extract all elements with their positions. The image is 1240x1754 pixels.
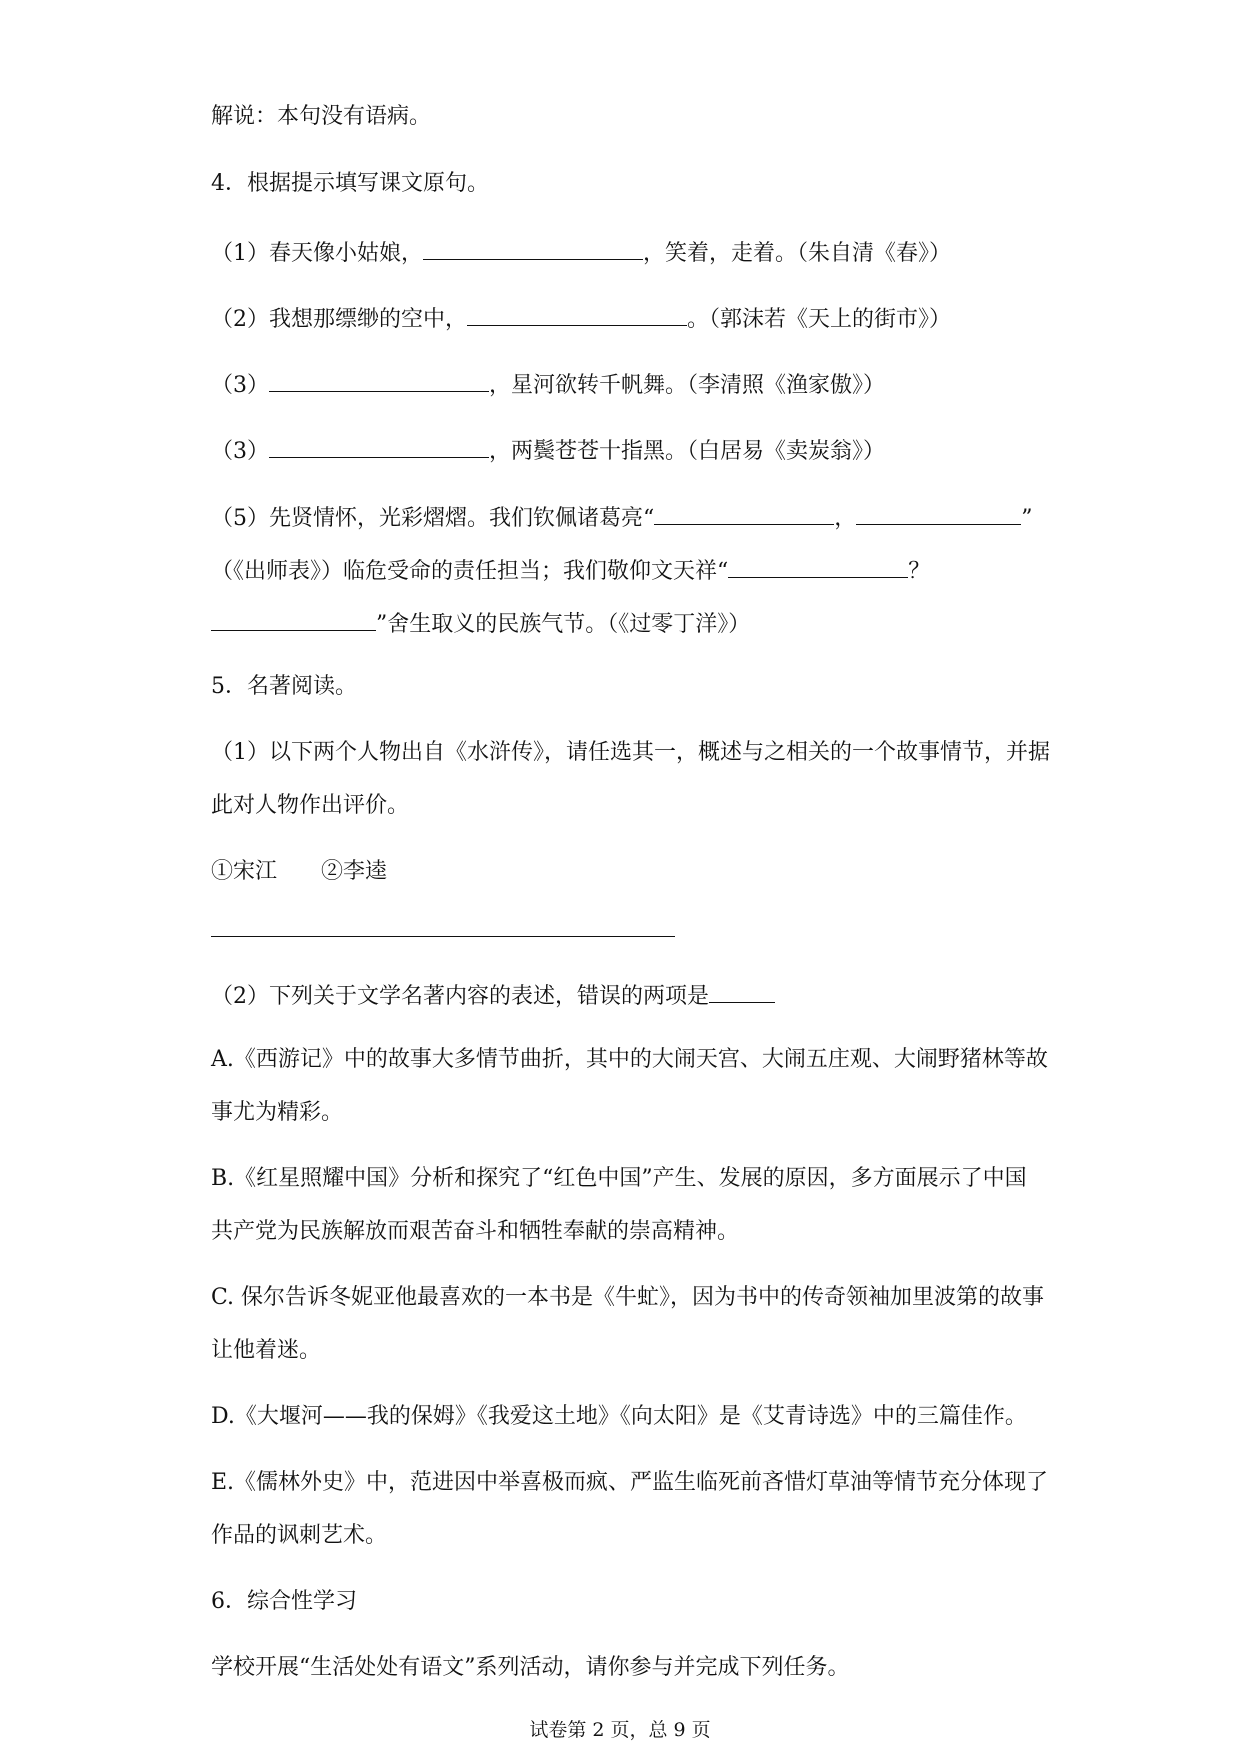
question-4-4: [211, 433, 885, 467]
question-4-1: [211, 235, 951, 269]
question-4-5-middle: （《出师表》）临危受命的责任担当；我们敬仰文天祥“: [211, 559, 729, 584]
fill-blank-4-2[interactable]: [467, 301, 687, 326]
question-5-2: [211, 978, 775, 1012]
question-5-1-line-2: 此对人物作出评价。: [211, 793, 410, 818]
question-5-2-text: （2）下列关于文学名著内容的表述，错误的两项是: [211, 984, 709, 1009]
question-4-5-prefix: （5）先贤情怀，光彩熠熠。我们钦佩诸葛亮“: [211, 506, 655, 531]
question-4-3-prefix: （3）: [211, 373, 269, 398]
question-4-2-suffix: 。（郭沫若《天上的街市》）: [687, 307, 952, 332]
question-4-4-prefix: （3）: [211, 439, 269, 464]
question-4-5-line-2: [211, 553, 930, 587]
answer-line-5-1[interactable]: [211, 936, 675, 937]
option-c-line-1: C. 保尔告诉冬妮亚他最喜欢的一本书是《牛虻》，因为书中的传奇领袖加里波第的故事: [211, 1285, 1045, 1310]
fill-blank-5-2[interactable]: [709, 978, 775, 1003]
question-4-1-prefix: （1）春天像小姑娘，: [211, 241, 423, 266]
page-footer: 试卷第 2 页，总 9 页: [529, 1719, 711, 1741]
question-4-5-suffix: ”舍生取义的民族气节。（《过零丁洋》）: [376, 612, 751, 637]
question-5-title: 5．名著阅读。: [211, 674, 357, 699]
option-e-line-2: 作品的讽刺艺术。: [211, 1523, 388, 1548]
option-a-line-1: A.《西游记》中的故事大多情节曲折，其中的大闹天宫、大闹五庄观、大闹野猪林等故: [211, 1047, 1048, 1072]
option-c-line-2: 让他着迷。: [211, 1338, 322, 1363]
question-4-5-comma: ，: [834, 506, 857, 531]
fill-blank-4-5-a[interactable]: [654, 500, 834, 525]
question-6-title: 6．综合性学习: [211, 1589, 357, 1614]
fill-blank-4-5-d[interactable]: [211, 606, 376, 631]
question-4-1-suffix: ，笑着，走着。（朱自清《春》）: [643, 241, 952, 266]
fill-blank-4-3[interactable]: [269, 367, 489, 392]
question-4-title: 4．根据提示填写课文原句。: [211, 171, 489, 196]
option-a-line-2: 事尤为精彩。: [211, 1100, 344, 1125]
question-4-5-close-quote: ”: [1021, 506, 1033, 531]
question-6-intro: 学校开展“生活处处有语文”系列活动，请你参与并完成下列任务。: [211, 1655, 850, 1680]
question-4-5-line-1: [211, 500, 1033, 534]
question-4-5-line-3: [211, 606, 750, 640]
fill-blank-4-5-b[interactable]: [856, 500, 1021, 525]
question-5-1-line-1: （1）以下两个人物出自《水浒传》，请任选其一，概述与之相关的一个故事情节，并据: [211, 740, 1050, 765]
question-4-3: [211, 367, 885, 401]
fill-blank-4-1[interactable]: [423, 235, 643, 260]
question-4-2: [211, 301, 951, 335]
question-4-5-question-mark: ？: [908, 559, 931, 584]
question-5-1-options: ①宋江 ②李逵: [211, 859, 388, 884]
option-b-line-1: B.《红星照耀中国》分析和探究了“红色中国”产生、发展的原因，多方面展示了中国: [211, 1166, 1027, 1191]
fill-blank-4-4[interactable]: [269, 433, 489, 458]
question-4-3-suffix: ，星河欲转千帆舞。（李清照《渔家傲》）: [489, 373, 886, 398]
answer-explanation: 解说：本句没有语病。: [211, 104, 432, 129]
option-b-line-2: 共产党为民族解放而艰苦奋斗和牺牲奉献的崇高精神。: [211, 1219, 740, 1244]
option-e-line-1: E.《儒林外史》中，范进因中举喜极而疯、严监生临死前吝惜灯草油等情节充分体现了: [211, 1470, 1049, 1495]
fill-blank-4-5-c[interactable]: [728, 553, 908, 578]
option-d: D.《大堰河——我的保姆》《我爱这土地》《向太阳》是《艾青诗选》中的三篇佳作。: [211, 1404, 1027, 1429]
question-4-2-prefix: （2）我想那缥缈的空中，: [211, 307, 467, 332]
question-4-4-suffix: ，两鬓苍苍十指黑。（白居易《卖炭翁》）: [489, 439, 886, 464]
